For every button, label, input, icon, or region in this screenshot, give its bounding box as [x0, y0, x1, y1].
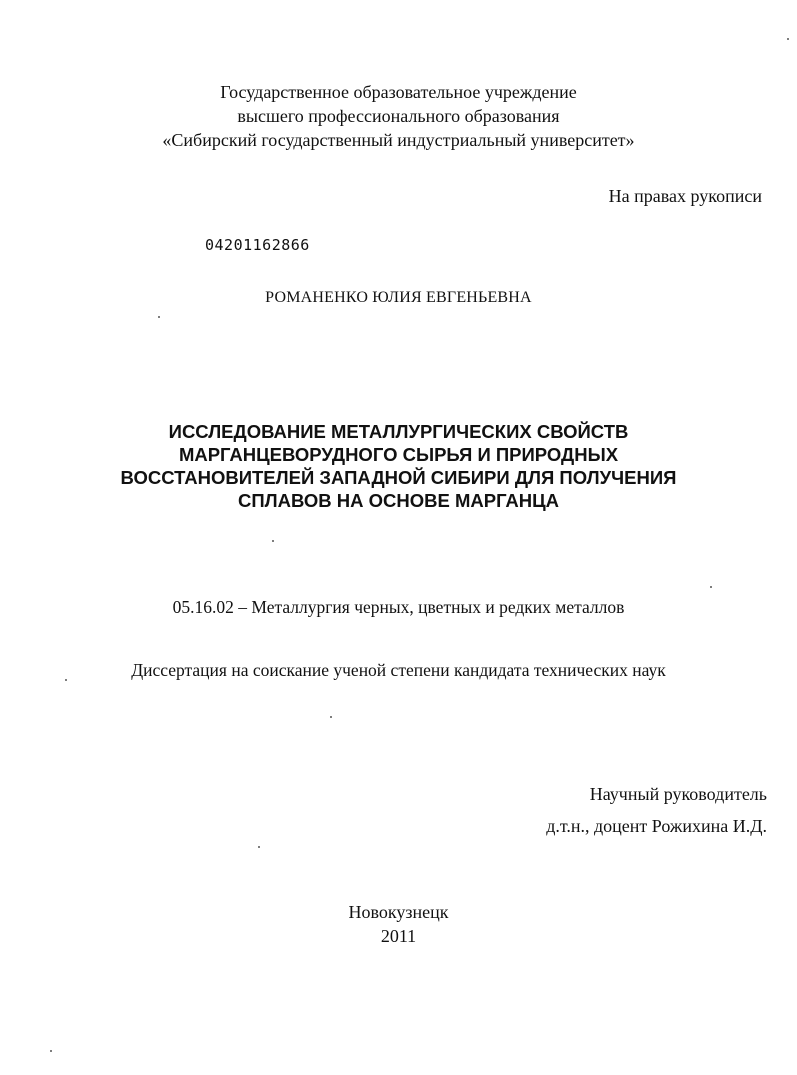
institution-line-3: «Сибирский государственный индустриальный университет» — [162, 130, 635, 150]
scan-speck — [330, 716, 332, 718]
institution-block — [0, 80, 797, 152]
scan-speck — [50, 1050, 52, 1052]
degree-statement: Диссертация на соискание ученой степени кандидата технических наук — [131, 660, 666, 680]
title-line-3: ВОССТАНОВИТЕЛЕЙ ЗАПАДНОЙ СИБИРИ ДЛЯ ПОЛУЧЕНИЯ — [120, 467, 677, 488]
place: Новокузнецк — [348, 902, 449, 922]
supervisor-name: д.т.н., доцент Рожихина И.Д. — [546, 816, 767, 836]
dissertation-title — [0, 420, 797, 512]
scan-speck — [272, 540, 274, 542]
scan-speck — [258, 846, 260, 848]
scan-speck — [65, 679, 67, 681]
manuscript-note: На правах рукописи — [608, 186, 762, 206]
institution-line-2: высшего профессионального образования — [237, 106, 560, 126]
place-and-year — [0, 900, 797, 948]
scan-speck — [787, 38, 789, 40]
institution-line-1: Государственное образовательное учреждение — [220, 82, 577, 102]
title-line-4: СПЛАВОВ НА ОСНОВЕ МАРГАНЦА — [237, 490, 559, 511]
scan-speck — [710, 586, 712, 588]
specialty-code: 05.16.02 – Металлургия черных, цветных и редких металлов — [172, 597, 625, 617]
scan-speck — [158, 316, 160, 318]
supervisor-role: Научный руководитель — [589, 784, 767, 804]
year: 2011 — [380, 926, 417, 946]
registration-number: 04201162866 — [205, 236, 310, 254]
author-name: РОМАНЕНКО ЮЛИЯ ЕВГЕНЬЕВНА — [265, 289, 532, 306]
title-line-1: ИССЛЕДОВАНИЕ МЕТАЛЛУРГИЧЕСКИХ СВОЙСТВ — [168, 421, 629, 442]
title-line-2: МАРГАНЦЕВОРУДНОГО СЫРЬЯ И ПРИРОДНЫХ — [178, 444, 619, 465]
